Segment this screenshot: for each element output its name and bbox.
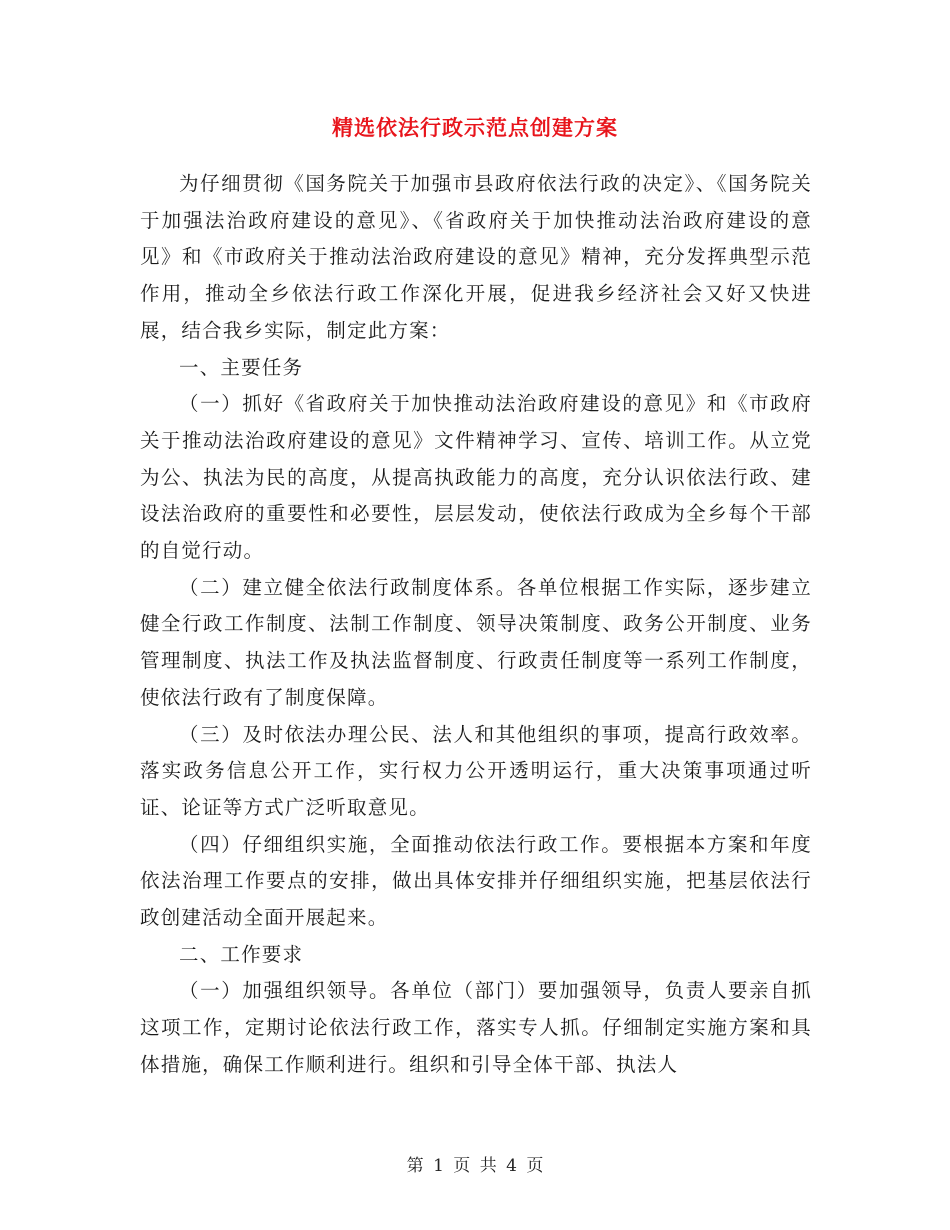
document-title: 精选依法行政示范点创建方案 xyxy=(332,115,618,140)
paragraph-task-3: （三）及时依法办理公民、法人和其他组织的事项，提高行政效率。落实政务信息公开工作，实行权力公开透明运行，重大决策事项通过听证、论证等方式广泛听取意见。 xyxy=(140,722,812,819)
document-body xyxy=(140,166,812,1084)
paragraph-task-1: （一）抓好《省政府关于加快推动法治政府建设的意见》和《市政府关于推动法治政府建设的意见》文件精神学习、宣传、培训工作。从立党为公、执法为民的高度，从提高执政能力的高度，充分认识依法行政、建设法治政府的重要性和必要性，层层发动，使依法行政成为全乡每个干部的自觉行动。 xyxy=(140,392,812,563)
paragraph-task-4: （四）仔细组织实施，全面推动依法行政工作。要根据本方案和年度依法治理工作要点的安排，做出具体安排并仔细组织实施，把基层依法行政创建活动全面开展起来。 xyxy=(140,832,812,930)
paragraph-intro: 为仔细贯彻《国务院关于加强市县政府依法行政的决定》、《国务院关于加强法治政府建设的意见》、《省政府关于加快推动法治政府建设的意见》和《市政府关于推动法治政府建设的意见》精神，充分发挥典型示范作用，推动全乡依法行政工作深化开展，促进我乡经济社会又好又快进展，结合我乡实际，制定此方案： xyxy=(140,172,812,342)
paragraph-task-2: （二）建立健全依法行政制度体系。各单位根据工作实际，逐步建立健全行政工作制度、法制工作制度、领导决策制度、政务公开制度、业务管理制度、执法工作及执法监督制度、行政责任制度等一系列工作制度，使依法行政有了制度保障。 xyxy=(140,575,812,709)
section-heading-main-tasks: 一、主要任务 xyxy=(179,355,304,379)
paragraph-requirement-1: （一）加强组织领导。各单位（部门）要加强领导，负责人要亲自抓这项工作，定期讨论依法行政工作，落实专人抓。仔细制定实施方案和具体措施，确保工作顺利进行。组织和引导全体干部、执法人 xyxy=(140,979,812,1076)
page-number-footer: 第 1 页 共 4 页 xyxy=(406,1156,544,1176)
section-heading-work-requirements: 二、工作要求 xyxy=(179,942,304,966)
